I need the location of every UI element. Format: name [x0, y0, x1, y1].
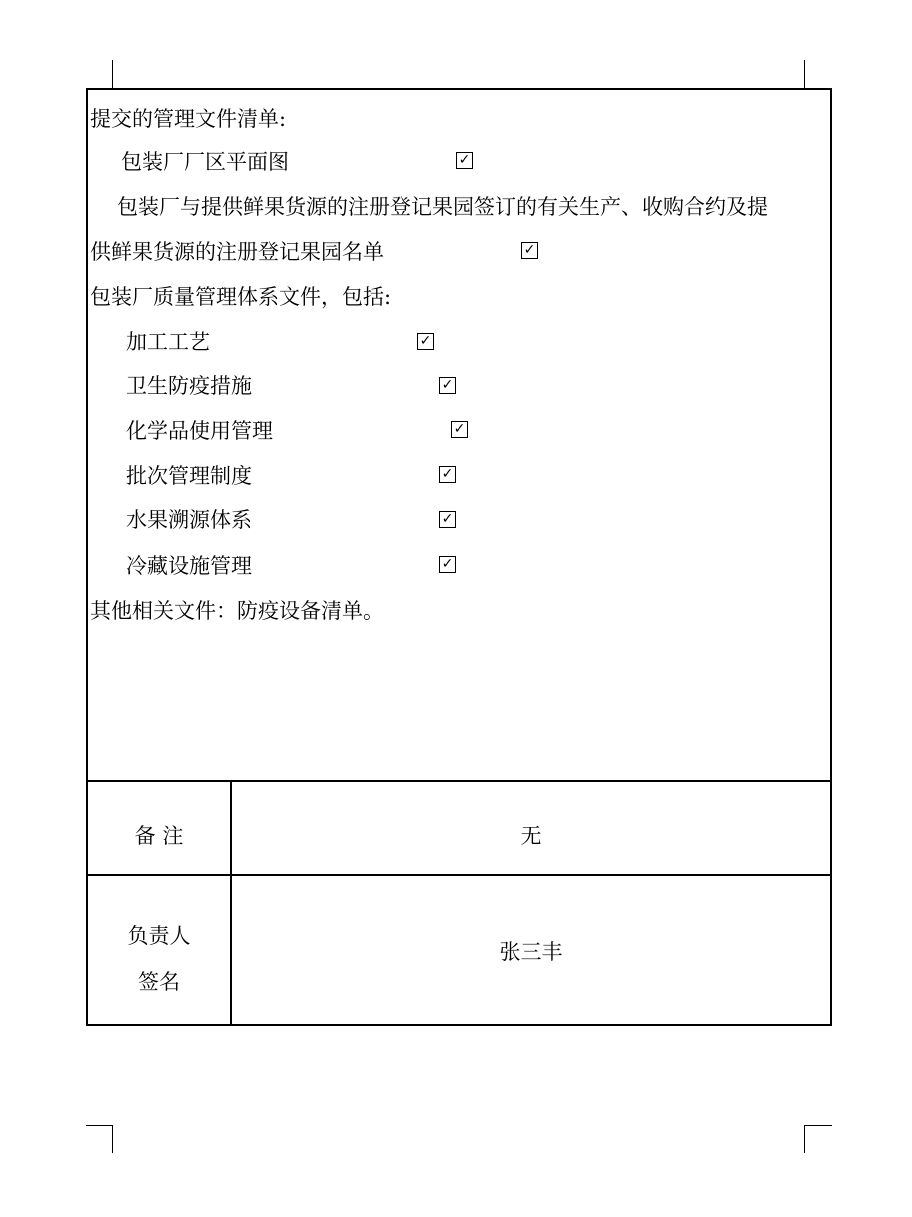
crop-mark	[112, 60, 113, 88]
signature-label: 签名	[138, 970, 180, 994]
crop-mark	[804, 1125, 832, 1126]
other-documents: 其他相关文件：防疫设备清单。	[90, 599, 384, 623]
remarks-label: 备 注	[134, 824, 184, 848]
quality-item-label: 批次管理制度	[126, 464, 252, 488]
quality-item-label: 化学品使用管理	[126, 419, 273, 443]
checkbox[interactable]: ✓	[417, 333, 434, 350]
checkbox[interactable]: ✓	[439, 511, 456, 528]
quality-heading: 包装厂质量管理体系文件，包括:	[90, 285, 392, 309]
checkbox[interactable]: ✓	[456, 152, 473, 169]
item-label: 供鲜果货源的注册登记果园名单	[90, 240, 384, 264]
item-label: 包装厂与提供鲜果货源的注册登记果园签订的有关生产、收购合约及提	[117, 195, 768, 219]
column-divider	[230, 780, 232, 1026]
checkbox[interactable]: ✓	[439, 556, 456, 573]
checkbox[interactable]: ✓	[451, 421, 468, 438]
crop-mark	[804, 60, 805, 88]
checkbox[interactable]: ✓	[521, 242, 538, 259]
item-label: 包装厂厂区平面图	[121, 150, 289, 174]
quality-item-label: 水果溯源体系	[126, 508, 252, 532]
crop-mark	[86, 1125, 113, 1126]
row-divider	[86, 780, 832, 782]
row-divider	[86, 874, 832, 876]
document-list-heading: 提交的管理文件清单:	[90, 107, 287, 131]
quality-item-label: 加工工艺	[126, 330, 210, 354]
checkbox[interactable]: ✓	[439, 377, 456, 394]
checkbox[interactable]: ✓	[439, 466, 456, 483]
quality-item-label: 冷藏设施管理	[126, 554, 252, 578]
quality-item-label: 卫生防疫措施	[126, 374, 252, 398]
crop-mark	[804, 1125, 805, 1153]
remarks-value: 无	[520, 824, 542, 848]
signature-label: 负责人	[127, 924, 191, 948]
signature-value: 张三丰	[499, 940, 563, 964]
crop-mark	[112, 1125, 113, 1153]
